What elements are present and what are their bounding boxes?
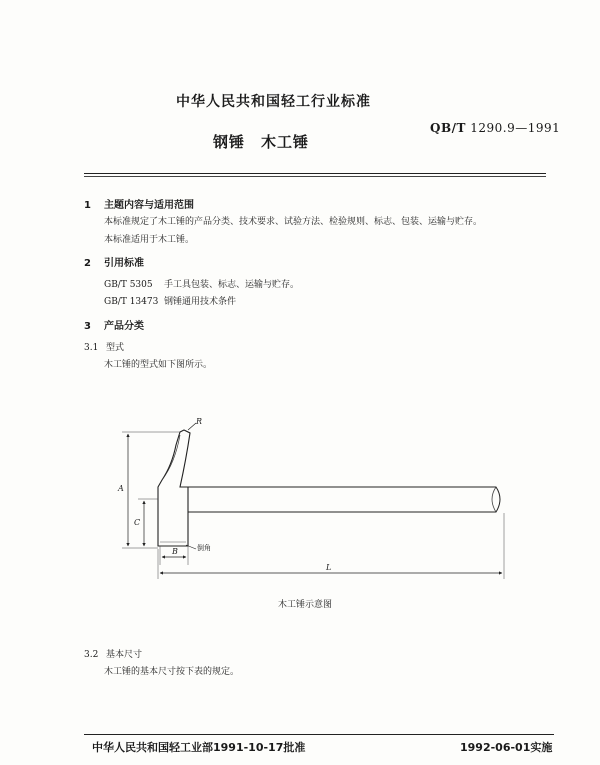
subsection-3-1-number: 3.1 (84, 343, 99, 353)
footer-rule (84, 734, 554, 735)
document-title: 钢锤 木工锤 (213, 133, 310, 151)
subsection-3-2-number: 3.2 (84, 650, 99, 660)
reference-code: GB/T 13473 (104, 297, 159, 307)
label-B: B (172, 547, 178, 556)
subsection-3-1-title: 型式 (106, 343, 125, 353)
header-rule-thin (84, 176, 546, 177)
section-1-number: 1 (84, 200, 91, 211)
reference-item (104, 277, 299, 290)
section-2-number: 2 (84, 258, 91, 269)
section-3-title: 产品分类 (104, 321, 144, 332)
effective-date: 1992-06-01实施 (460, 741, 553, 754)
label-R: R (196, 417, 203, 426)
subsection-3-2-text: 木工锤的基本尺寸按下表的规定。 (104, 667, 240, 677)
hammer-handle (188, 487, 500, 512)
subsection-3-2-title: 基本尺寸 (106, 650, 143, 660)
reference-title: 手工具包装、标志、运输与贮存。 (164, 280, 300, 290)
standard-number: 1290.9—1991 (470, 121, 561, 135)
subsection-3-1-heading (84, 340, 124, 353)
org-title: 中华人民共和国轻工行业标准 (176, 94, 371, 110)
label-L: L (326, 563, 332, 572)
figure-caption: 木工锤示意图 (278, 600, 333, 610)
section-1-paragraph-2: 本标准适用于木工锤。 (104, 235, 195, 245)
label-C: C (134, 518, 141, 527)
section-3-heading (84, 317, 144, 332)
hammer-figure (100, 415, 520, 585)
section-2-heading (84, 254, 144, 269)
standard-code (430, 121, 560, 135)
standard-prefix: QB/T (430, 121, 466, 135)
header-rule (84, 173, 546, 174)
hammer-head (158, 430, 190, 546)
subsection-3-1-text: 木工锤的型式如下图所示。 (104, 360, 213, 370)
section-1-heading (84, 196, 194, 211)
label-chamfer: 倒角 (197, 544, 211, 552)
reference-item (104, 294, 236, 307)
label-A: A (118, 484, 124, 493)
reference-code: GB/T 5305 (104, 280, 153, 290)
section-3-number: 3 (84, 321, 91, 332)
reference-title: 钢锤通用技术条件 (164, 297, 237, 307)
section-2-title: 引用标准 (104, 258, 144, 269)
subsection-3-2-heading (84, 647, 142, 660)
section-1-title: 主题内容与适用范围 (104, 200, 194, 211)
section-1-paragraph-1: 本标准规定了木工锤的产品分类、技术要求、试验方法、检验规则、标志、包装、运输与贮存。 (104, 217, 483, 227)
approval-note: 中华人民共和国轻工业部1991-10-17批准 (92, 741, 306, 754)
